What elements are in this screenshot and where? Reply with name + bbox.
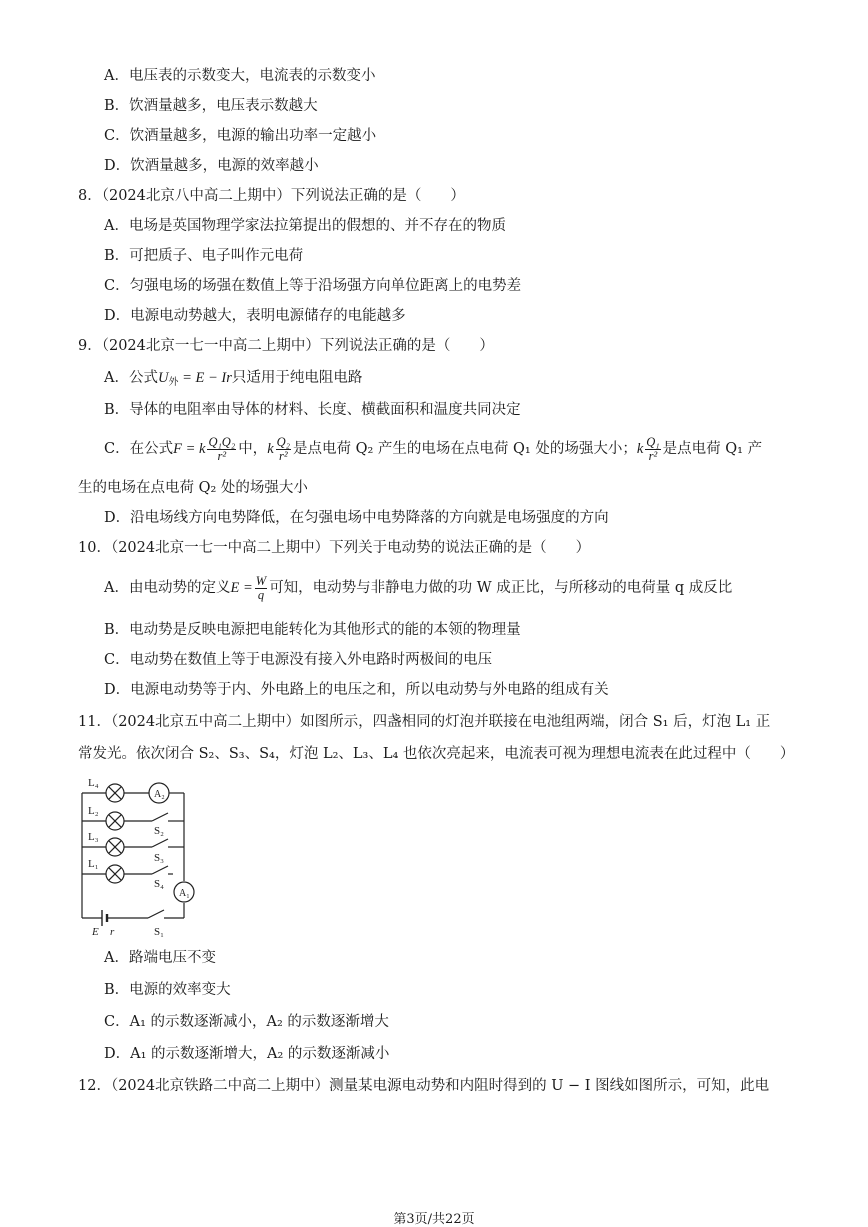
label-s4: S₄ bbox=[154, 878, 164, 890]
label-s1: S₁ bbox=[154, 926, 164, 938]
switch-s4 bbox=[152, 866, 168, 874]
q7-option-c: C．饮酒量越多，电源的输出功率一定越小 bbox=[104, 128, 377, 144]
q10-option-a: A．由电动势的定义E = $\frac{W}{q}$ 可知，电动势与非静电力做的功 W 成正比，与所移动的电荷量 q 成反比 bbox=[104, 573, 733, 602]
q11-stem-line1: 11．（2024北京五中高二上期中）如图所示，四盏相同的灯泡并联接在电池组两端，闭合 S₁ 后，灯泡 L₁ 正 bbox=[78, 714, 771, 730]
q9-fraction-coulomb: $\frac{\text{Q₁Q₂}}{\text{r²}}$ bbox=[208, 434, 236, 463]
q11-circuit-diagram bbox=[80, 773, 205, 938]
q9-option-d: D．沿电场线方向电势降低，在匀强电场中电势降落的方向就是电场强度的方向 bbox=[104, 510, 609, 526]
page-number: 第3页/共22页 bbox=[393, 1212, 475, 1227]
q11-stem-line2: 常发光。依次闭合 S₂、S₃、S₄，灯泡 L₂、L₃、L₄ 也依次亮起来，电流表可视为理想电流表在此过程中（ ） bbox=[78, 746, 795, 762]
label-l3: L₃ bbox=[88, 831, 99, 843]
q7-option-a: A．电压表的示数变大，电流表的示数变小 bbox=[104, 68, 376, 84]
q8-option-c: C．匀强电场的场强在数值上等于沿场强方向单位距离上的电势差 bbox=[104, 278, 522, 294]
q9-fraction-q1: $\frac{\text{Q₁}}{\text{r²}}$ bbox=[646, 434, 660, 463]
q11-option-d: D．A₁ 的示数逐渐增大，A₂ 的示数逐渐减小 bbox=[104, 1046, 390, 1062]
label-l1: L₁ bbox=[88, 858, 99, 870]
label-l2: L₂ bbox=[88, 805, 99, 817]
label-s3: S₃ bbox=[154, 852, 164, 864]
q11-option-a: A．路端电压不变 bbox=[104, 950, 216, 966]
q12-stem: 12．（2024北京铁路二中高二上期中）测量某电源电动势和内阻时得到的 U − I 图线如图所示，可知，此电 bbox=[78, 1078, 770, 1094]
q9-option-c: C．在公式F = k $\frac{\text{Q₁Q₂}}{\text{r²}}$ 中，k $\frac{\text{Q₂}}{\text{r²}}$ 是点电荷 Q₂ 产生的电场在点电荷 Q₁ 处的场强大小；k $\frac{\text{Q₁}}{\text{r²}}$ 是点电荷 Q₁ 产 bbox=[104, 434, 763, 463]
label-a2: A₂ bbox=[154, 789, 165, 800]
q10-fraction-wq: $\frac{W}{q}$ bbox=[255, 573, 267, 602]
q8-option-d: D．电源电动势越大，表明电源储存的电能越多 bbox=[104, 308, 406, 324]
q9-option-a: A．公式$U_外 = E - Ir$只适用于纯电阻电路 bbox=[104, 370, 363, 388]
q10-option-b: B．电动势是反映电源把电能转化为其他形式的能的本领的物理量 bbox=[104, 622, 521, 638]
q7-option-b: B．饮酒量越多，电压表示数越大 bbox=[104, 98, 318, 114]
q8-stem: 8．（2024北京八中高二上期中）下列说法正确的是（ ） bbox=[78, 188, 465, 204]
switch-s1 bbox=[148, 910, 164, 918]
label-e: E bbox=[92, 926, 99, 938]
switch-s2 bbox=[152, 813, 168, 821]
label-s2: S₂ bbox=[154, 825, 164, 837]
label-l4: L₄ bbox=[88, 777, 99, 789]
q9-option-b: B．导体的电阻率由导体的材料、长度、横截面积和温度共同决定 bbox=[104, 402, 521, 418]
q9-option-c-continued: 生的电场在点电荷 Q₂ 处的场强大小 bbox=[78, 480, 308, 496]
q10-option-c: C．电动势在数值上等于电源没有接入外电路时两极间的电压 bbox=[104, 652, 493, 668]
q7-option-d: D．饮酒量越多，电源的效率越小 bbox=[104, 158, 319, 174]
switch-s3 bbox=[152, 839, 168, 847]
label-r: r bbox=[110, 926, 115, 938]
q10-option-d: D．电源电动势等于内、外电路上的电压之和，所以电动势与外电路的组成有关 bbox=[104, 682, 609, 698]
q8-option-b: B．可把质子、电子叫作元电荷 bbox=[104, 248, 304, 264]
q11-option-c: C．A₁ 的示数逐渐减小，A₂ 的示数逐渐增大 bbox=[104, 1014, 389, 1030]
label-a1: A₁ bbox=[179, 888, 190, 899]
q10-stem: 10．（2024北京一七一中高二上期中）下列关于电动势的说法正确的是（ ） bbox=[78, 540, 591, 556]
q8-option-a: A．电场是英国物理学家法拉第提出的假想的、并不存在的物质 bbox=[104, 218, 506, 234]
q9-stem: 9．（2024北京一七一中高二上期中）下列说法正确的是（ ） bbox=[78, 338, 494, 354]
q9-formula-u: $U_外 = E - Ir$ bbox=[157, 370, 232, 388]
q9-fraction-q2: $\frac{\text{Q₂}}{\text{r²}}$ bbox=[276, 434, 290, 463]
q11-option-b: B．电源的效率变大 bbox=[104, 982, 231, 998]
